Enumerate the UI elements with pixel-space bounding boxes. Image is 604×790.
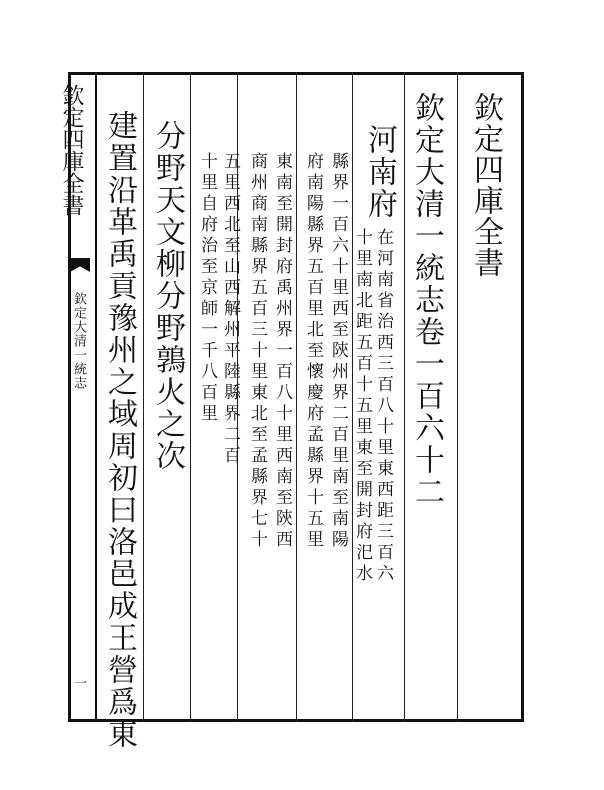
margin-page-number: 一 <box>71 676 86 690</box>
column-rule <box>143 72 144 722</box>
margin-rule <box>95 72 97 722</box>
column-rule <box>296 72 297 722</box>
column-rule <box>457 72 458 722</box>
commentary-line: 十里自府治至京師一千八百里 <box>197 152 217 425</box>
column-rule <box>190 72 191 722</box>
commentary-line: 十里南北距五百十五里東至開封府汜水 <box>352 228 372 585</box>
section-heading: 分野天文柳分野鶉火之次 <box>150 120 185 472</box>
commentary-line: 縣界一百六十里西至陝州界二百里南至南陽 <box>328 152 348 551</box>
commentary-line: 東南至開封府禹州界一百八十里西南至陝西 <box>272 152 292 551</box>
commentary-line: 五里西北至山西解州平陸縣界二百 <box>220 152 240 467</box>
volume-title: 欽定大清一統志卷一百六十二 <box>409 92 444 508</box>
prefecture-name: 河南府 <box>362 124 397 220</box>
margin-series-title: 欽定四庫全書 <box>59 84 84 216</box>
margin-volume-label: 欽定大清一統志 <box>71 292 86 390</box>
commentary-line: 商州商南縣界五百三十里東北至孟縣界七十 <box>247 152 267 551</box>
section-body: 建置沿革禹貢豫州之域周初曰洛邑成王營爲東 <box>102 110 137 750</box>
commentary-line: 在河南省治西三百八十里東西距三百六 <box>373 228 393 585</box>
series-title: 欽定四庫全書 <box>468 92 503 278</box>
commentary-line: 府南陽縣界五百里北至懷慶府孟縣界十五里 <box>303 152 323 551</box>
column-rule <box>404 72 405 722</box>
